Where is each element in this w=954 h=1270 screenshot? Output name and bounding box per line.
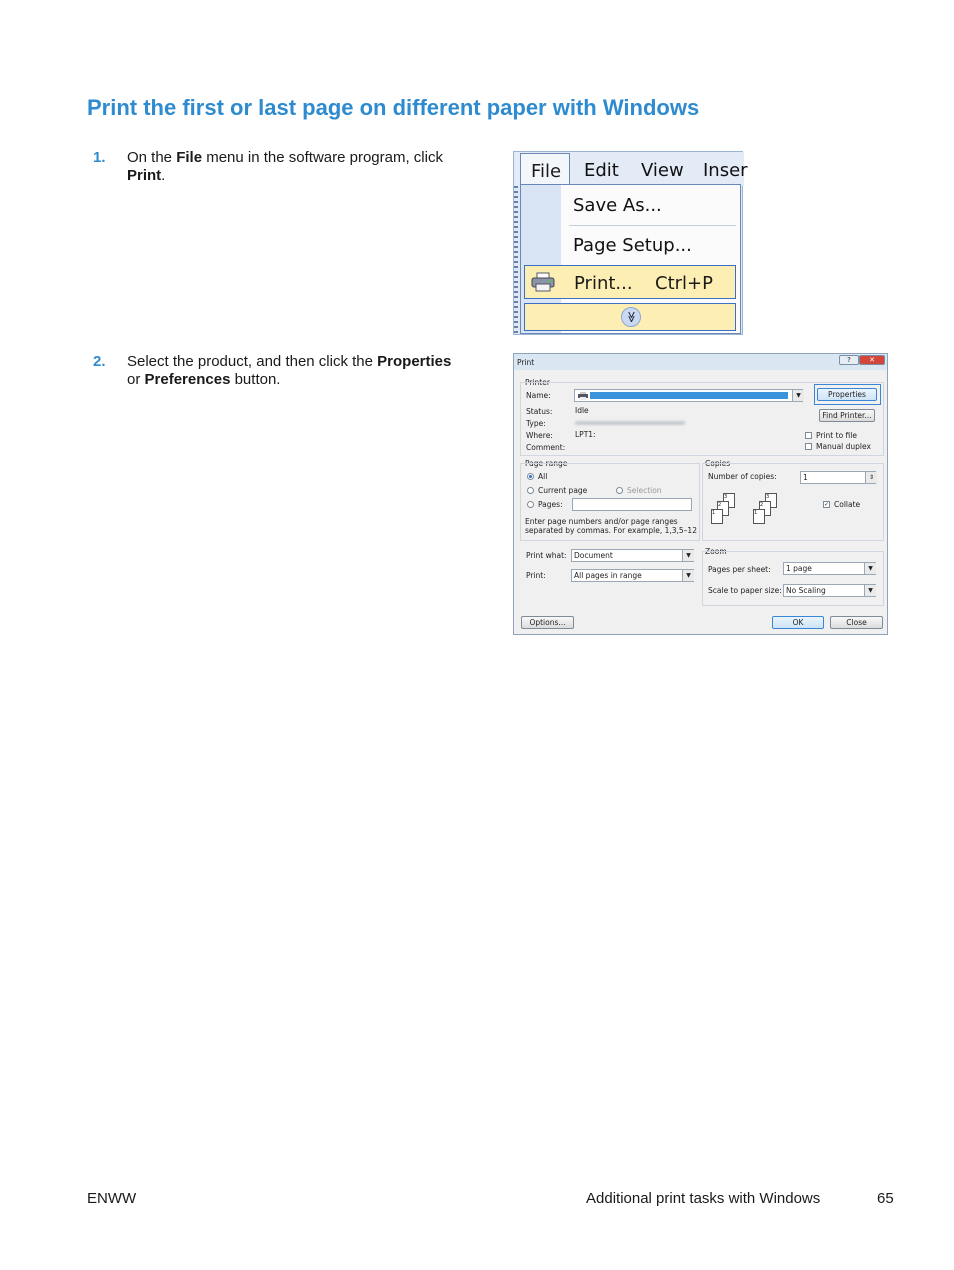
page-range-hint: separated by commas. For example, 1,3,5–12	[525, 526, 697, 535]
print-shortcut: Ctrl+P	[655, 273, 713, 294]
step-number: 2.	[93, 353, 106, 370]
dialog-title: Print	[517, 358, 535, 367]
pages-input[interactable]	[572, 498, 692, 511]
type-label: Type:	[526, 419, 546, 428]
menu-expand[interactable]	[524, 303, 736, 331]
footer-section: Additional print tasks with Windows	[586, 1190, 821, 1207]
status-label: Status:	[526, 407, 553, 416]
type-value	[575, 421, 685, 425]
all-label: All	[538, 472, 548, 481]
print-to-file-checkbox[interactable]	[805, 432, 812, 439]
print-what-select[interactable]: Document	[571, 549, 694, 562]
page-glyph: 1	[753, 509, 765, 524]
pages-label: Pages:	[538, 500, 563, 509]
menu-item-page-setup[interactable]: Page Setup...	[573, 235, 692, 256]
step-text-part: or	[127, 371, 145, 388]
current-page-radio[interactable]	[527, 487, 534, 494]
dropdown-arrow-icon[interactable]: ▼	[792, 390, 804, 401]
step-text-part: menu in the software program, click	[202, 149, 443, 166]
dialog-titlebar	[514, 354, 887, 370]
printer-icon	[578, 392, 588, 400]
step-text-part: Select the product, and then click the	[127, 353, 378, 370]
manual-duplex-label: Manual duplex	[816, 442, 871, 451]
dropdown-arrow-icon[interactable]: ▼	[682, 550, 694, 561]
page-glyph: 3	[723, 493, 735, 508]
copies-input[interactable]: 1	[800, 471, 876, 484]
options-button[interactable]: Options...	[521, 616, 574, 629]
print-term: Print	[127, 167, 162, 184]
collate-checkbox[interactable]: ✓	[824, 501, 830, 508]
comment-label: Comment:	[526, 443, 566, 452]
print-to-file-label: Print to file	[816, 431, 857, 440]
menu-file[interactable]: File	[520, 153, 570, 185]
current-page-label: Current page	[538, 486, 588, 495]
properties-highlight	[814, 384, 881, 405]
manual-duplex-checkbox[interactable]	[805, 443, 812, 450]
selection-radio[interactable]	[616, 487, 623, 494]
ok-button[interactable]: OK	[772, 616, 824, 629]
file-menu-screenshot	[513, 151, 748, 335]
print-select[interactable]: All pages in range	[571, 569, 694, 582]
pages-per-sheet-select[interactable]: 1 page	[783, 562, 876, 575]
copies-label: Copies	[705, 459, 731, 468]
pages-per-sheet-label: Pages per sheet:	[708, 565, 771, 574]
properties-button[interactable]: Properties	[817, 388, 877, 401]
menu-insert[interactable]: Inser	[703, 160, 748, 181]
pages-radio[interactable]	[527, 501, 534, 508]
all-radio[interactable]	[527, 473, 534, 480]
scale-label: Scale to paper size:	[708, 586, 782, 595]
help-button[interactable]: ?	[839, 355, 859, 365]
step-text-part: button.	[230, 371, 281, 388]
page-range-label: Page range	[525, 459, 568, 468]
zoom-label: Zoom	[705, 547, 727, 556]
where-label: Where:	[526, 431, 553, 440]
menu-edit[interactable]: Edit	[584, 160, 619, 181]
dropdown-arrow-icon[interactable]: ▼	[864, 585, 876, 596]
printer-icon	[531, 272, 555, 292]
menu-separator	[569, 225, 736, 226]
page-glyph: 3	[765, 493, 777, 508]
chevron-down-icon: ≫	[621, 307, 641, 327]
dropdown-arrow-icon[interactable]: ▼	[682, 570, 694, 581]
spinner-icon[interactable]: ⇕	[865, 472, 877, 483]
name-label: Name:	[526, 391, 551, 400]
printer-name-select[interactable]	[574, 389, 803, 402]
page-range-hint: Enter page numbers and/or page ranges	[525, 517, 678, 526]
toolbar-grip	[514, 186, 518, 336]
page-glyph: 2	[759, 501, 771, 516]
selection-label: Selection	[627, 486, 662, 495]
menu-item-print[interactable]	[524, 265, 736, 299]
print-label: Print...	[574, 273, 633, 294]
properties-term: Properties	[377, 353, 452, 370]
dropdown-arrow-icon[interactable]: ▼	[864, 563, 876, 574]
status-value: Idle	[575, 406, 589, 415]
page-title: Print the first or last page on different paper with Windows	[87, 95, 700, 120]
file-dropdown	[520, 184, 741, 334]
print-label: Print:	[526, 571, 546, 580]
step-text-part: On the	[127, 149, 177, 166]
print-what-label: Print what:	[526, 551, 567, 560]
step-text-part: .	[161, 167, 166, 184]
step-text	[127, 149, 457, 185]
printer-group-label: Printer	[525, 378, 550, 387]
page-number: 65	[877, 1190, 894, 1207]
where-value: LPT1:	[575, 430, 596, 439]
menubar	[514, 152, 748, 186]
scale-select[interactable]: No Scaling	[783, 584, 876, 597]
preferences-term: Preferences	[144, 371, 231, 388]
file-term: File	[176, 149, 203, 166]
menu-item-save-as[interactable]: Save As...	[573, 195, 662, 216]
find-printer-button[interactable]: Find Printer...	[819, 409, 875, 422]
page-glyph: 2	[717, 501, 729, 516]
print-dialog-screenshot	[513, 353, 888, 635]
page-glyph: 1	[711, 509, 723, 524]
step-text	[127, 353, 457, 389]
close-icon[interactable]: ✕	[859, 355, 885, 365]
number-of-copies-label: Number of copies:	[708, 472, 777, 481]
step-number: 1.	[93, 149, 106, 166]
close-button[interactable]: Close	[830, 616, 883, 629]
footer-left: ENWW	[87, 1190, 137, 1207]
zoom-group	[702, 551, 884, 606]
collate-label: Collate	[834, 500, 861, 509]
menu-view[interactable]: View	[641, 160, 684, 181]
